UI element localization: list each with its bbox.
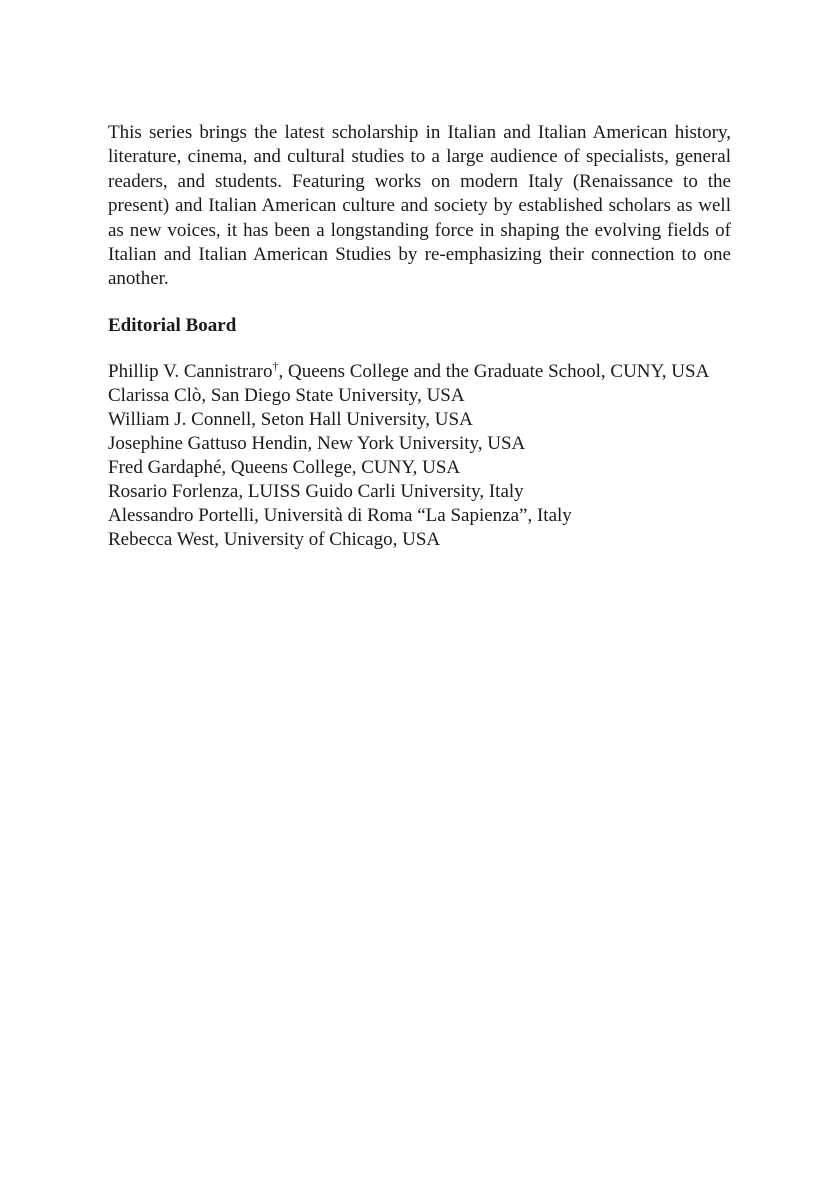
board-member-name: Phillip V. Cannistraro: [108, 360, 273, 382]
board-member: [108, 360, 731, 384]
board-member-affiliation: , Queens College and the Graduate School, CUNY, USA: [278, 360, 710, 382]
front-matter-content: [108, 121, 731, 552]
editorial-board-heading: Editorial Board: [108, 314, 237, 336]
deceased-mark: †: [272, 358, 279, 373]
series-description: This series brings the latest scholarship in Italian and Italian American history, literature, cinema, and cultural studies to a large audience of specialists, general readers, and students. Featuring works on modern Italy (Renaissance to the present) and Italian American culture and society by established scholars as well as new voices, it has been a longstanding force in shaping the evolving fields of Italian and Italian American Studies by re-emphasizing their connection to one another.: [108, 122, 731, 290]
board-member: Rosario Forlenza, LUISS Guido Carli University, Italy: [108, 480, 524, 502]
board-member: Alessandro Portelli, Università di Roma “La Sapienza”, Italy: [108, 504, 572, 526]
board-member: Fred Gardaphé, Queens College, CUNY, USA: [108, 456, 461, 478]
board-member: Rebecca West, University of Chicago, USA: [108, 528, 441, 550]
board-member: Josephine Gattuso Hendin, New York University, USA: [108, 432, 526, 454]
editorial-board-list: [108, 360, 731, 552]
board-member: William J. Connell, Seton Hall University, USA: [108, 408, 473, 430]
board-member: Clarissa Clò, San Diego State University, USA: [108, 384, 465, 406]
